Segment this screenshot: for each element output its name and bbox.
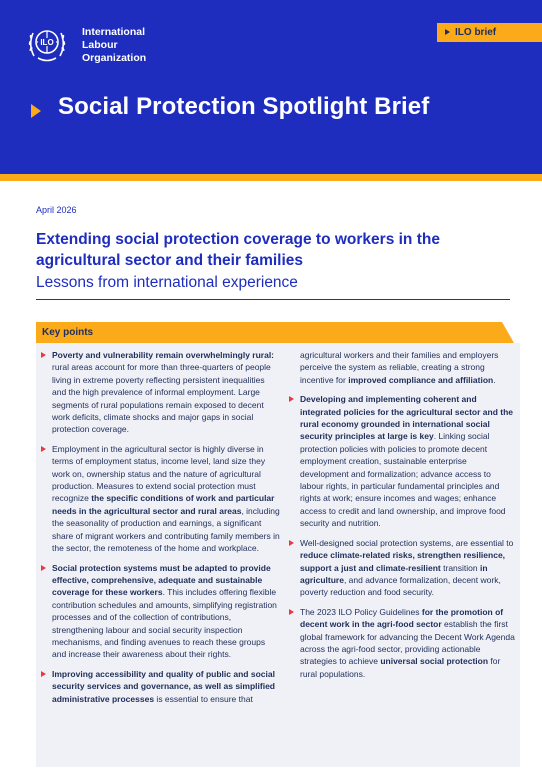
body-text: agricultural workers and their families and employers perceive the system as reliable, creating a strong incentive for bbox=[300, 350, 499, 385]
key-point-item bbox=[40, 443, 280, 555]
triangle-icon bbox=[445, 29, 450, 35]
body-text: is essential to ensure that bbox=[154, 693, 253, 704]
body-text: , including the seasonality of production and earnings, a significant share of migrant workers and contributing family members in the sector, the remoteness of the home and workplace. bbox=[52, 505, 280, 554]
bullet-triangle-icon bbox=[41, 565, 46, 571]
key-points-header-bar bbox=[36, 322, 514, 343]
key-point-item bbox=[288, 537, 516, 599]
bullet-triangle-icon bbox=[41, 671, 46, 677]
key-point-item bbox=[40, 349, 280, 436]
body-text: , and advance formalization, decent work, poverty reduction and food security. bbox=[300, 574, 501, 598]
svg-text:ILO: ILO bbox=[40, 38, 54, 47]
emphasis-text: Poverty and vulnerability remain overwhelmingly rural: bbox=[52, 350, 275, 360]
bullet-triangle-icon bbox=[41, 352, 46, 358]
body-text: establish the first global framework for advancing the Decent Work Agenda across the agri-food sector, providing actionable strategies to achieve bbox=[300, 619, 515, 667]
emphasis-text: the specific conditions of work and particular needs in the agricultural sector and rural areas bbox=[52, 493, 275, 516]
key-points-label: Key points bbox=[42, 327, 94, 338]
series-title: Social Protection Spotlight Brief bbox=[58, 93, 430, 120]
body-text: . This includes offering flexible contribution schedules and amounts, simplifying registration processes and of the collection of contributions, strengthening labour and social security inspection mechanisms, and finding avenues to reach these groups and increase their awareness about their rights. bbox=[52, 587, 277, 660]
emphasis-text: Social protection systems must be adapted to provide effective, comprehensive, adequate and sustainable coverage for these workers bbox=[52, 562, 271, 598]
emphasis-text: reduce climate-related risks, strengthen resilience, support a just and climate-resilient bbox=[300, 550, 506, 573]
ilo-brief-badge: ILO brief bbox=[437, 23, 542, 42]
emphasis-text: in agriculture bbox=[300, 562, 488, 585]
bullet-triangle-icon bbox=[289, 396, 294, 402]
key-point-item bbox=[288, 393, 516, 529]
key-point-item bbox=[40, 668, 280, 705]
key-points-left-column bbox=[40, 349, 280, 712]
body-text: rural areas account for more than three-quarters of people living in extreme poverty reflecting persistent inequalities and the high prevalence of informal employment. Large segments of rural populations remain exposed to decent work deficits, climate shocks and major gaps in social protection coverage. bbox=[52, 362, 271, 435]
body-text: Well-designed social protection systems, are essential to bbox=[300, 537, 514, 548]
body-text: Employment in the agricultural sector is highly diverse in terms of employment status, income level, land size they work on, ownership status and the nature of agricultural production. Measures to extend social protection must recognize bbox=[52, 443, 266, 504]
header-banner bbox=[0, 0, 542, 174]
emphasis-text: universal social protection bbox=[380, 656, 489, 667]
body-text: The 2023 ILO Policy Guidelines bbox=[300, 606, 422, 617]
emphasis-text: for the promotion of decent work in the agri-food sector bbox=[300, 606, 504, 630]
document-title: Extending social protection coverage to workers in the agricultural sector and their families bbox=[36, 231, 440, 269]
key-point-continuation bbox=[288, 349, 516, 386]
bullet-triangle-icon bbox=[41, 446, 46, 452]
ilo-logo-icon bbox=[24, 21, 70, 67]
key-point-item bbox=[288, 606, 516, 680]
body-text: transition bbox=[440, 562, 480, 573]
body-text: . bbox=[493, 374, 496, 385]
header-accent-stripe bbox=[0, 174, 542, 181]
emphasis-text: Developing and implementing coherent and integrated policies for the agricultural sector and the rural economy grounded in international social security principles at large is key bbox=[300, 394, 514, 442]
document-subtitle: Lessons from international experience bbox=[36, 274, 298, 291]
body-text: for rural populations. bbox=[300, 656, 501, 679]
emphasis-text: improved compliance and affiliation bbox=[348, 374, 494, 385]
triangle-icon bbox=[31, 104, 41, 118]
bullet-triangle-icon bbox=[289, 609, 294, 615]
key-point-item bbox=[40, 562, 280, 661]
body-text: . Linking social protection policies with policies to promote decent employment creation, sustainable enterprise development and formalization; advance access to labour rights, in particular fundamental principles and rights at work; ensure incomes and wages; enhance access to credit and land ownership, and improve food security and nutrition. bbox=[300, 431, 506, 529]
key-points-right-column bbox=[288, 349, 516, 687]
bullet-triangle-icon bbox=[289, 540, 294, 546]
divider bbox=[36, 299, 510, 300]
emphasis-text: Improving accessibility and quality of public and social security services and governance, as well as simplified administrative processes bbox=[52, 668, 275, 704]
publication-date: April 2026 bbox=[36, 205, 77, 215]
organization-name: International Labour Organization bbox=[82, 26, 147, 64]
